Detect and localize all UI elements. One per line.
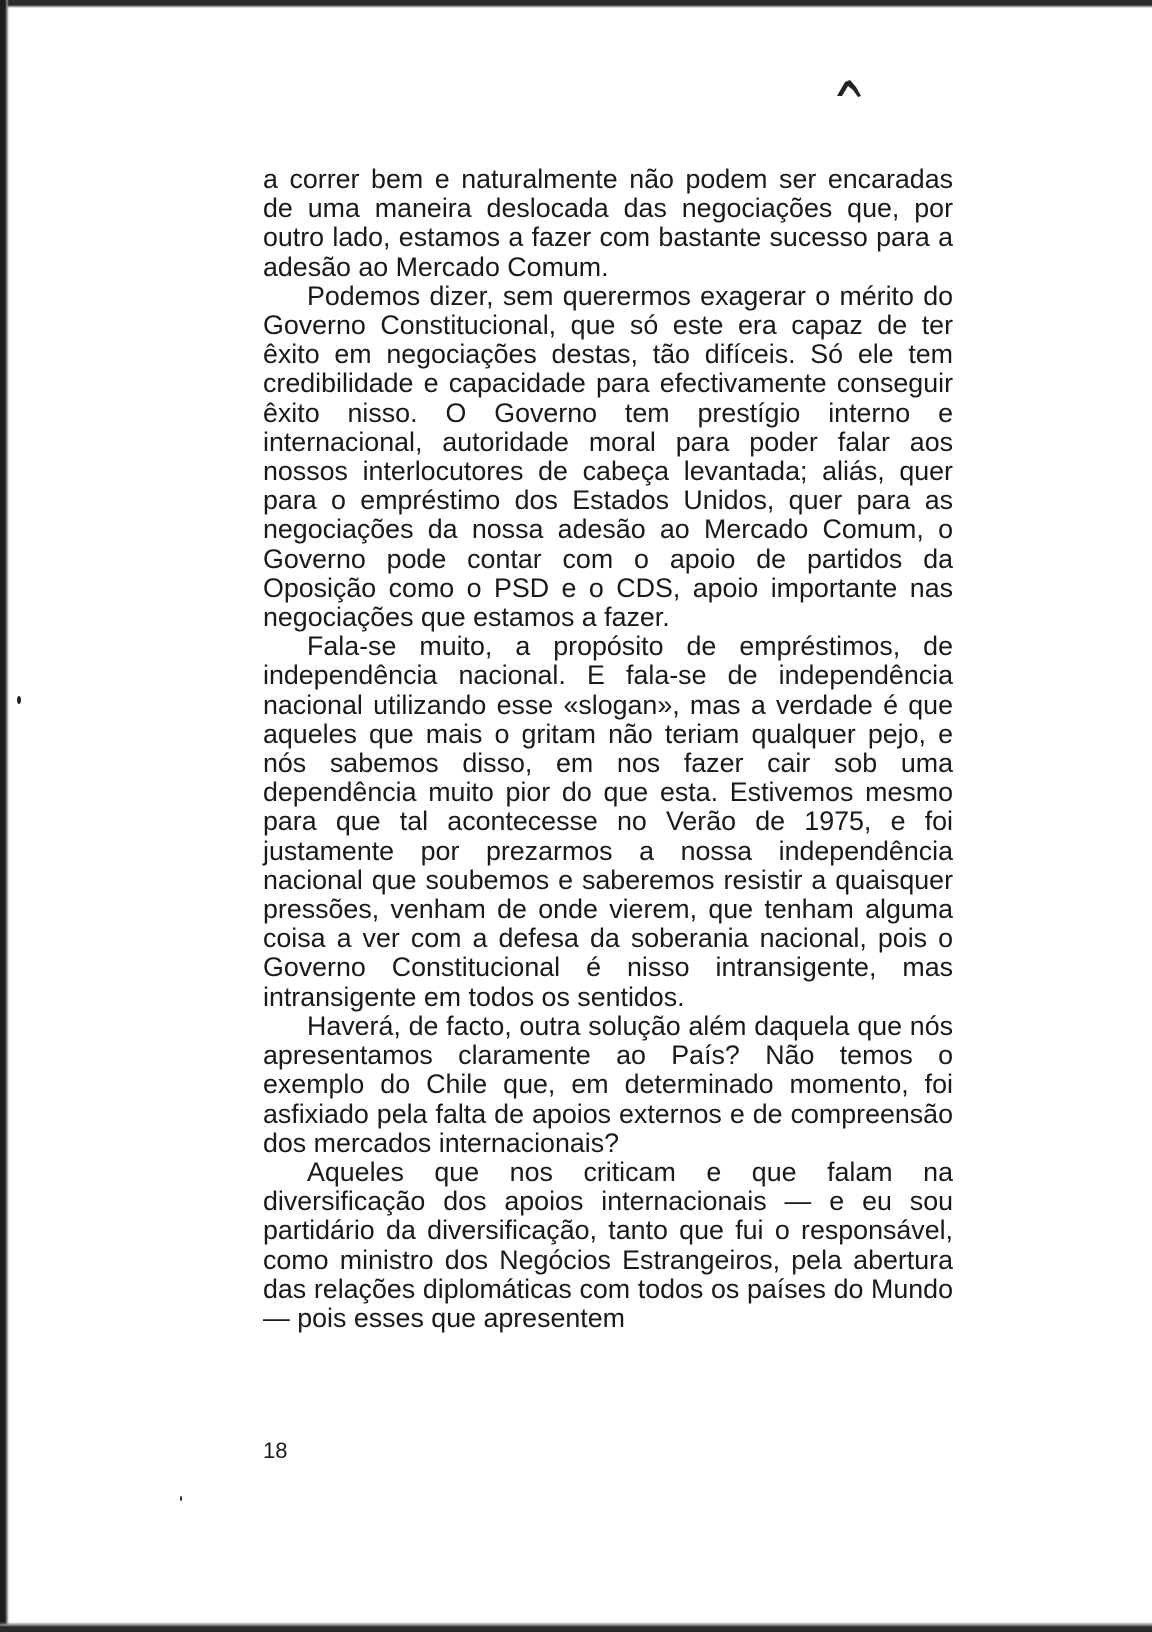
scan-speck — [180, 1496, 182, 1501]
scan-edge-bottom — [0, 1622, 1152, 1632]
body-text — [263, 165, 953, 1333]
paragraph-1: a correr bem e naturalmente não podem ser encaradas de uma maneira deslocada das negociações que, por outro lado, estamos a fazer com bastante sucesso para a adesão ao Mercado Comum. — [263, 164, 953, 282]
page-number: 18 — [263, 1438, 288, 1463]
paragraph-2: Podemos dizer, sem querermos exagerar o mérito do Governo Constitucional, que só este era capaz de ter êxito em negociações destas, tão difíceis. Só ele tem credibilidade e capacidade para efectivamente conseguir êxito nisso. O Governo tem prestígio interno e internacional, autoridade moral para poder falar aos nossos interlocutores de cabeça levantada; aliás, quer para o empréstimo dos Estados Unidos, quer para as negociações da nossa adesão ao Mercado Comum, o Governo pode contar com o apoio de partidos da Oposição como o PSD e o CDS, apoio importante nas negociações que estamos a fazer. — [263, 280, 953, 633]
paragraph-3: Fala-se muito, a propósito de empréstimos, de independência nacional. E fala-se de independência nacional utilizando esse «slogan», mas a verdade é que aqueles que mais o gritam não teriam qualquer pejo, e nós sabemos disso, em nos fazer cair sob uma dependência muito pior do que esta. Estivemos mesmo para que tal acontecesse no Verão de 1975, e foi justamente por prezarmos a nossa independência nacional que soubemos e saberemos resistir a quaisquer pressões, venham de onde vierem, que tenham alguma coisa a ver com a defesa da soberania nacional, pois o Governo Constitucional é nisso intransigente, mas intransigente em todos os sentidos. — [263, 631, 953, 1012]
scan-edge-left — [0, 0, 9, 1632]
paragraph-5: Aqueles que nos criticam e que falam na diversificação dos apoios internacionais — e eu sou partidário da diversificação, tanto que fui o responsável, como ministro dos Negócios Estrangeiros, pela abertura das relações diplomáticas com todos os países do Mundo — pois esses que apresentem — [263, 1156, 953, 1333]
scan-edge-top — [0, 0, 1152, 8]
scan-speck — [17, 696, 21, 704]
paragraph-4: Haverá, de facto, outra solução além daquela que nós apresentamos claramente ao País? Não temos o exemplo do Chile que, em determinado momento, foi asfixiado pela falta de apoios externos e de compreensão dos mercados internacionais? — [263, 1010, 953, 1158]
ink-mark-icon — [836, 78, 862, 100]
